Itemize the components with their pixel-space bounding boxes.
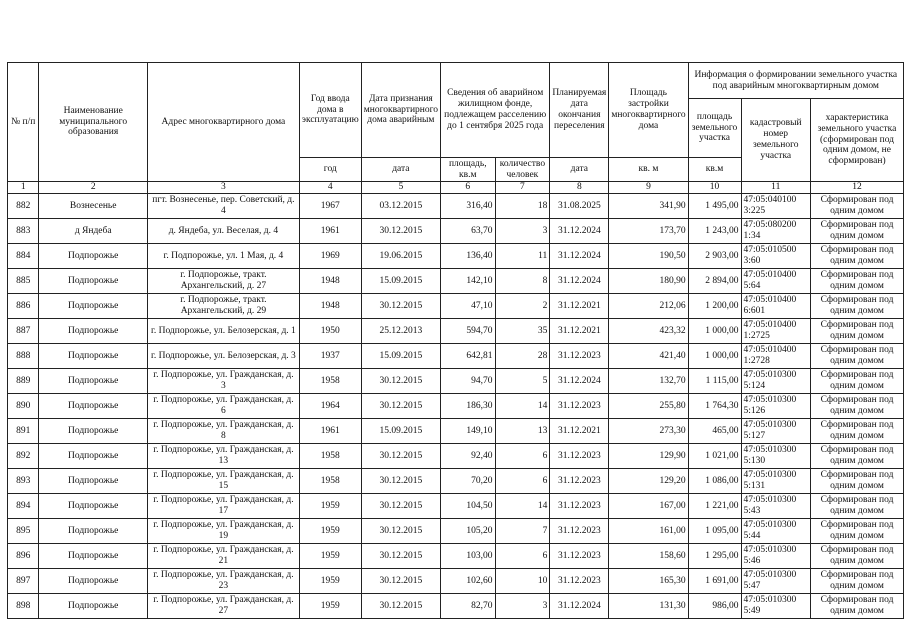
year-cell: 1958 [299,369,361,394]
unit-sqm2: кв.м [688,158,741,182]
unit-year: год [299,158,361,182]
address-cell: г. Подпорожье, тракт. Архангельский, д. 27 [147,269,299,294]
header-cadastral: кадастровый номер земельного участка [741,99,811,182]
built-area-cell: 255,80 [609,394,688,419]
recognition-date-cell: 30.12.2015 [361,494,440,519]
land-area-cell: 1 495,00 [688,194,741,219]
row-number: 894 [8,494,39,519]
planned-date-cell: 31.12.2021 [550,319,609,344]
cadastral-number-cell: 47:05:010400 1:2728 [741,344,811,369]
row-number: 882 [8,194,39,219]
cadastral-number-cell: 47:05:010300 5:43 [741,494,811,519]
row-number: 898 [8,594,39,619]
land-status-cell: Сформирован под одним домом [811,569,904,594]
header-planned-end: Планируемая дата окончания переселения [550,63,609,158]
row-number: 891 [8,419,39,444]
year-cell: 1961 [299,419,361,444]
table-row [8,219,904,244]
land-status-cell: Сформирован под одним домом [811,444,904,469]
municipality-cell: Подпорожье [39,494,147,519]
people-count-cell: 35 [495,319,550,344]
col-number: 3 [147,182,299,194]
area-cell: 105,20 [441,519,496,544]
recognition-date-cell: 30.12.2015 [361,369,440,394]
row-number: 888 [8,344,39,369]
cadastral-number-cell: 47:05:010300 5:44 [741,519,811,544]
built-area-cell: 180,90 [609,269,688,294]
built-area-cell: 161,00 [609,519,688,544]
municipality-cell: Подпорожье [39,594,147,619]
year-cell: 1948 [299,294,361,319]
cadastral-number-cell: 47:05:010300 5:46 [741,544,811,569]
header-recognition-date: Дата признания многоквартирного дома аварийным [361,63,440,158]
table-body [8,194,904,619]
planned-date-cell: 31.12.2024 [550,244,609,269]
row-number: 897 [8,569,39,594]
col-number: 8 [550,182,609,194]
planned-date-cell: 31.12.2023 [550,569,609,594]
header-num: № п/п [8,63,39,182]
col-number: 12 [811,182,904,194]
address-cell: г. Подпорожье, ул. Гражданская, д. 8 [147,419,299,444]
cadastral-number-cell: 47:05:010300 5:124 [741,369,811,394]
municipality-cell: д Яндеба [39,219,147,244]
land-area-cell: 1 221,00 [688,494,741,519]
cadastral-number-cell: 47:05:010300 5:131 [741,469,811,494]
area-cell: 70,20 [441,469,496,494]
planned-date-cell: 31.12.2024 [550,269,609,294]
people-count-cell: 6 [495,469,550,494]
planned-date-cell: 31.12.2024 [550,594,609,619]
unit-sqm: кв. м [609,158,688,182]
land-area-cell: 1 021,00 [688,444,741,469]
address-cell: г. Подпорожье, тракт. Архангельский, д. 29 [147,294,299,319]
col-number: 10 [688,182,741,194]
address-cell: г. Подпорожье, ул. Гражданская, д. 23 [147,569,299,594]
land-status-cell: Сформирован под одним домом [811,519,904,544]
cadastral-number-cell: 47:05:010500 3:60 [741,244,811,269]
cadastral-number-cell: 47:05:080200 1:34 [741,219,811,244]
land-area-cell: 2 903,00 [688,244,741,269]
address-cell: г. Подпорожье, ул. 1 Мая, д. 4 [147,244,299,269]
header-municipality: Наименование муниципального образования [39,63,147,182]
year-cell: 1959 [299,544,361,569]
year-cell: 1961 [299,219,361,244]
area-cell: 594,70 [441,319,496,344]
recognition-date-cell: 15.09.2015 [361,344,440,369]
header-land-info: Информация о формировании земельного участка под аварийным многоквартирным домом [688,63,903,99]
cadastral-number-cell: 47:05:040100 3:225 [741,194,811,219]
address-cell: г. Подпорожье, ул. Гражданская, д. 3 [147,369,299,394]
land-status-cell: Сформирован под одним домом [811,544,904,569]
col-number: 6 [441,182,496,194]
header-land-characteristic: характеристика земельного участка (сформирован под одним домом, не сформирован) [811,99,904,182]
people-count-cell: 3 [495,219,550,244]
area-cell: 102,60 [441,569,496,594]
land-area-cell: 1 200,00 [688,294,741,319]
recognition-date-cell: 19.06.2015 [361,244,440,269]
area-cell: 642,81 [441,344,496,369]
area-cell: 63,70 [441,219,496,244]
row-number: 892 [8,444,39,469]
planned-date-cell: 31.12.2023 [550,469,609,494]
planned-date-cell: 31.12.2023 [550,519,609,544]
unit-count: количество человек [495,158,550,182]
area-cell: 136,40 [441,244,496,269]
table-row [8,294,904,319]
address-cell: г. Подпорожье, ул. Гражданская, д. 13 [147,444,299,469]
land-status-cell: Сформирован под одним домом [811,319,904,344]
land-area-cell: 1 243,00 [688,219,741,244]
built-area-cell: 165,30 [609,569,688,594]
address-cell: г. Подпорожье, ул. Гражданская, д. 15 [147,469,299,494]
table-row [8,194,904,219]
table-row [8,444,904,469]
area-cell: 82,70 [441,594,496,619]
people-count-cell: 10 [495,569,550,594]
row-number: 887 [8,319,39,344]
land-status-cell: Сформирован под одним домом [811,294,904,319]
area-cell: 92,40 [441,444,496,469]
municipality-cell: Подпорожье [39,319,147,344]
cadastral-number-cell: 47:05:010300 5:47 [741,569,811,594]
recognition-date-cell: 30.12.2015 [361,444,440,469]
address-cell: г. Подпорожье, ул. Белозерская, д. 3 [147,344,299,369]
area-cell: 47,10 [441,294,496,319]
land-status-cell: Сформирован под одним домом [811,219,904,244]
land-area-cell: 1 295,00 [688,544,741,569]
table-row [8,519,904,544]
planned-date-cell: 31.12.2023 [550,344,609,369]
unit-date2: дата [550,158,609,182]
address-cell: г. Подпорожье, ул. Белозерская, д. 1 [147,319,299,344]
row-number: 886 [8,294,39,319]
built-area-cell: 212,06 [609,294,688,319]
people-count-cell: 18 [495,194,550,219]
people-count-cell: 6 [495,544,550,569]
people-count-cell: 13 [495,419,550,444]
col-number: 11 [741,182,811,194]
municipality-cell: Подпорожье [39,519,147,544]
table-row [8,319,904,344]
recognition-date-cell: 15.09.2015 [361,419,440,444]
area-cell: 94,70 [441,369,496,394]
planned-date-cell: 31.12.2024 [550,219,609,244]
land-area-cell: 465,00 [688,419,741,444]
people-count-cell: 7 [495,519,550,544]
unit-date: дата [361,158,440,182]
address-cell: г. Подпорожье, ул. Гражданская, д. 19 [147,519,299,544]
row-number: 893 [8,469,39,494]
row-number: 895 [8,519,39,544]
address-cell: г. Подпорожье, ул. Гражданская, д. 27 [147,594,299,619]
recognition-date-cell: 30.12.2015 [361,569,440,594]
planned-date-cell: 31.12.2023 [550,544,609,569]
row-number: 884 [8,244,39,269]
people-count-cell: 11 [495,244,550,269]
built-area-cell: 190,50 [609,244,688,269]
people-count-cell: 6 [495,444,550,469]
planned-date-cell: 31.12.2023 [550,444,609,469]
table-row [8,494,904,519]
year-cell: 1959 [299,519,361,544]
row-number: 883 [8,219,39,244]
year-cell: 1969 [299,244,361,269]
people-count-cell: 2 [495,294,550,319]
year-cell: 1964 [299,394,361,419]
recognition-date-cell: 03.12.2015 [361,194,440,219]
built-area-cell: 167,00 [609,494,688,519]
land-status-cell: Сформирован под одним домом [811,494,904,519]
table-row [8,269,904,294]
land-area-cell: 1 000,00 [688,319,741,344]
header-land-area: площадь земельного участка [688,99,741,158]
municipality-cell: Подпорожье [39,344,147,369]
unit-area: площадь, кв.м [441,158,496,182]
municipality-cell: Подпорожье [39,394,147,419]
address-cell: пгт. Вознесенье, пер. Советский, д. 4 [147,194,299,219]
row-number: 889 [8,369,39,394]
year-cell: 1959 [299,494,361,519]
land-area-cell: 1 691,00 [688,569,741,594]
planned-date-cell: 31.08.2025 [550,194,609,219]
address-cell: д. Яндеба, ул. Веселая, д. 4 [147,219,299,244]
year-cell: 1958 [299,469,361,494]
table-row [8,569,904,594]
built-area-cell: 131,30 [609,594,688,619]
col-number: 1 [8,182,39,194]
recognition-date-cell: 30.12.2015 [361,219,440,244]
cadastral-number-cell: 47:05:010300 5:130 [741,444,811,469]
planned-date-cell: 31.12.2021 [550,419,609,444]
land-status-cell: Сформирован под одним домом [811,394,904,419]
row-number: 896 [8,544,39,569]
col-number: 4 [299,182,361,194]
year-cell: 1958 [299,444,361,469]
built-area-cell: 158,60 [609,544,688,569]
built-area-cell: 273,30 [609,419,688,444]
table-row [8,544,904,569]
address-cell: г. Подпорожье, ул. Гражданская, д. 17 [147,494,299,519]
cadastral-number-cell: 47:05:010400 1:2725 [741,319,811,344]
col-number: 5 [361,182,440,194]
people-count-cell: 5 [495,369,550,394]
table-row [8,344,904,369]
land-status-cell: Сформирован под одним домом [811,469,904,494]
municipality-cell: Вознесенье [39,194,147,219]
recognition-date-cell: 30.12.2015 [361,294,440,319]
land-area-cell: 1 115,00 [688,369,741,394]
year-cell: 1948 [299,269,361,294]
address-cell: г. Подпорожье, ул. Гражданская, д. 6 [147,394,299,419]
address-cell: г. Подпорожье, ул. Гражданская, д. 21 [147,544,299,569]
row-number: 885 [8,269,39,294]
land-area-cell: 1 000,00 [688,344,741,369]
land-status-cell: Сформирован под одним домом [811,269,904,294]
municipality-cell: Подпорожье [39,444,147,469]
col-number: 9 [609,182,688,194]
land-area-cell: 986,00 [688,594,741,619]
land-status-cell: Сформирован под одним домом [811,369,904,394]
area-cell: 142,10 [441,269,496,294]
built-area-cell: 421,40 [609,344,688,369]
cadastral-number-cell: 47:05:010300 5:49 [741,594,811,619]
year-cell: 1967 [299,194,361,219]
recognition-date-cell: 30.12.2015 [361,519,440,544]
area-cell: 186,30 [441,394,496,419]
people-count-cell: 14 [495,394,550,419]
table-header [8,63,904,194]
col-number: 2 [39,182,147,194]
land-area-cell: 1 764,30 [688,394,741,419]
recognition-date-cell: 15.09.2015 [361,269,440,294]
land-status-cell: Сформирован под одним домом [811,419,904,444]
column-numbers-row [8,182,904,194]
area-cell: 104,50 [441,494,496,519]
header-address: Адрес многоквартирного дома [147,63,299,182]
recognition-date-cell: 30.12.2015 [361,544,440,569]
people-count-cell: 3 [495,594,550,619]
table-row [8,419,904,444]
land-area-cell: 1 086,00 [688,469,741,494]
year-cell: 1950 [299,319,361,344]
col-number: 7 [495,182,550,194]
area-cell: 103,00 [441,544,496,569]
built-area-cell: 129,20 [609,469,688,494]
emergency-housing-table [7,62,904,619]
people-count-cell: 14 [495,494,550,519]
table-row [8,369,904,394]
built-area-cell: 129,90 [609,444,688,469]
land-status-cell: Сформирован под одним домом [811,594,904,619]
land-status-cell: Сформирован под одним домом [811,194,904,219]
recognition-date-cell: 25.12.2013 [361,319,440,344]
header-built-area: Площадь застройки многоквартирного дома [609,63,688,158]
header-emergency-fund: Сведения об аварийном жилищном фонде, подлежащем расселению до 1 сентября 2025 года [441,63,550,158]
planned-date-cell: 31.12.2023 [550,494,609,519]
land-area-cell: 2 894,00 [688,269,741,294]
municipality-cell: Подпорожье [39,544,147,569]
municipality-cell: Подпорожье [39,569,147,594]
people-count-cell: 28 [495,344,550,369]
municipality-cell: Подпорожье [39,294,147,319]
table-row [8,469,904,494]
planned-date-cell: 31.12.2024 [550,369,609,394]
built-area-cell: 132,70 [609,369,688,394]
cadastral-number-cell: 47:05:010400 6:601 [741,294,811,319]
recognition-date-cell: 30.12.2015 [361,394,440,419]
land-status-cell: Сформирован под одним домом [811,344,904,369]
people-count-cell: 8 [495,269,550,294]
year-cell: 1937 [299,344,361,369]
municipality-cell: Подпорожье [39,244,147,269]
municipality-cell: Подпорожье [39,419,147,444]
municipality-cell: Подпорожье [39,469,147,494]
planned-date-cell: 31.12.2023 [550,394,609,419]
built-area-cell: 341,90 [609,194,688,219]
area-cell: 149,10 [441,419,496,444]
land-status-cell: Сформирован под одним домом [811,244,904,269]
recognition-date-cell: 30.12.2015 [361,469,440,494]
table-row [8,244,904,269]
year-cell: 1959 [299,569,361,594]
cadastral-number-cell: 47:05:010300 5:127 [741,419,811,444]
recognition-date-cell: 30.12.2015 [361,594,440,619]
planned-date-cell: 31.12.2021 [550,294,609,319]
municipality-cell: Подпорожье [39,369,147,394]
built-area-cell: 423,32 [609,319,688,344]
land-area-cell: 1 095,00 [688,519,741,544]
table-row [8,594,904,619]
row-number: 890 [8,394,39,419]
table-row [8,394,904,419]
cadastral-number-cell: 47:05:010400 5:64 [741,269,811,294]
municipality-cell: Подпорожье [39,269,147,294]
year-cell: 1959 [299,594,361,619]
header-year: Год ввода дома в эксплуатацию [299,63,361,158]
built-area-cell: 173,70 [609,219,688,244]
cadastral-number-cell: 47:05:010300 5:126 [741,394,811,419]
area-cell: 316,40 [441,194,496,219]
